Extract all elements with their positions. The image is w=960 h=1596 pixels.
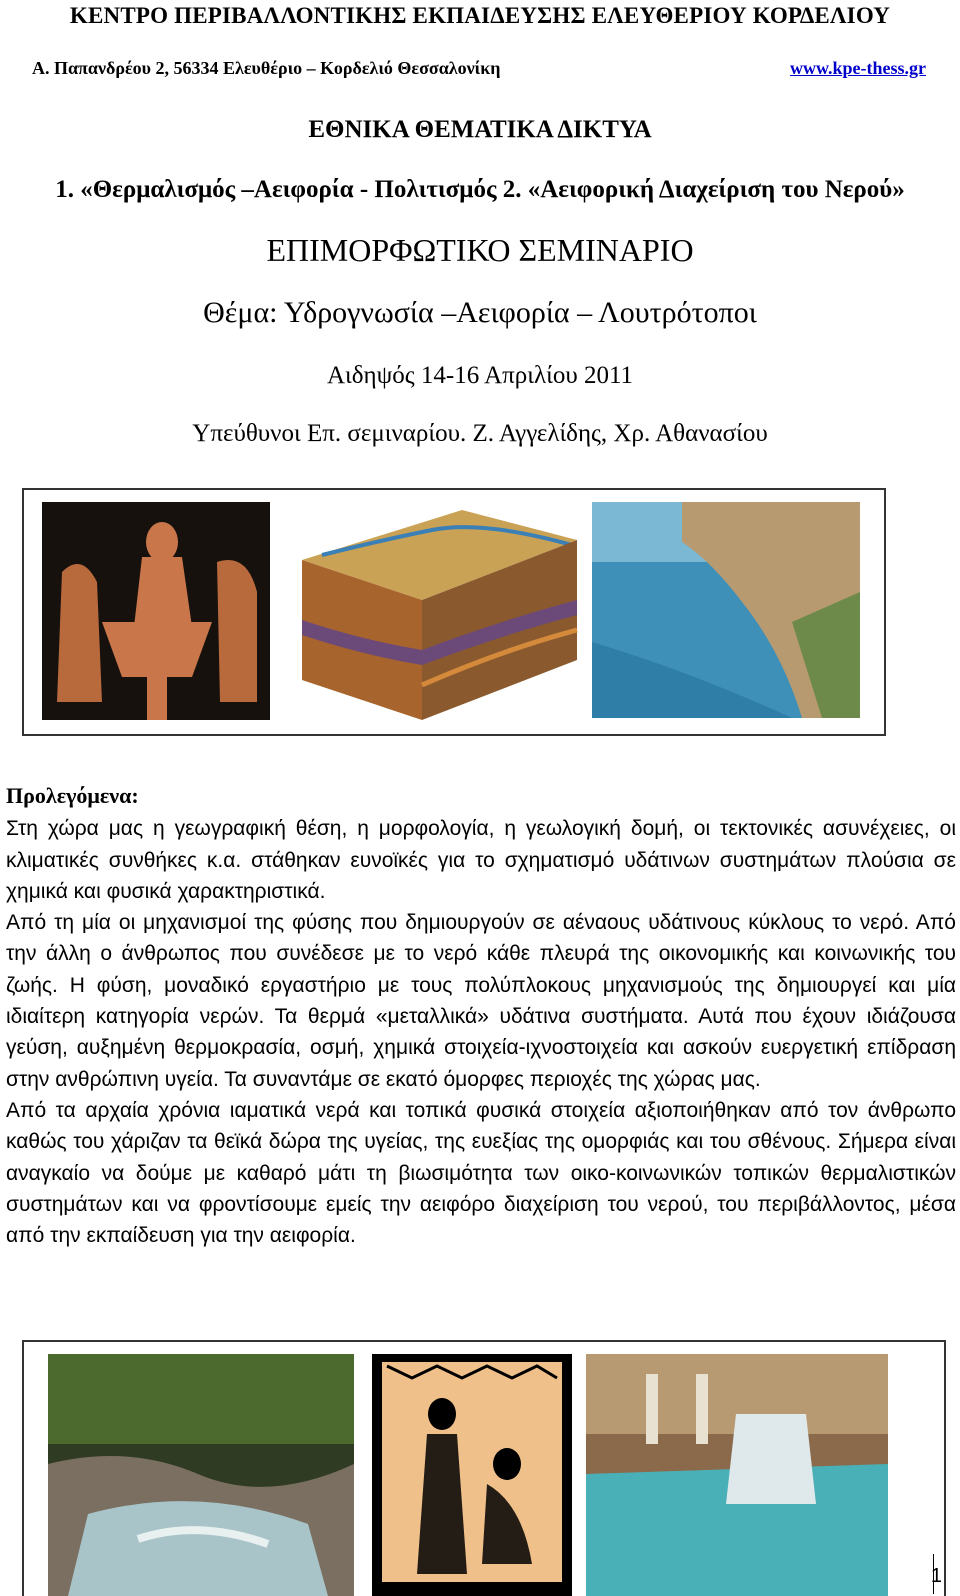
- spa-pool-image: [586, 1354, 888, 1596]
- paragraph-1: Στη χώρα μας η γεωγραφική θέση, η μορφολογία, η γεωλογική δομή, οι τεκτονικές ασυνέχειες, οι κλιματικές συνθήκες κ.α. στάθηκαν ευνοϊκές για το σχηματισμό υδάτινων συστημάτων πλούσια σε χημικά και φυσικά χαρακτηριστικά.: [6, 817, 956, 903]
- river-gorge-image: [48, 1354, 354, 1596]
- coastal-beach-image: [592, 502, 860, 718]
- paragraph-3: Από τα αρχαία χρόνια ιαματικά νερά και τοπικά φυσικά στοιχεία αξιοποιήθηκαν από τον άνθρωπο καθώς του χάριζαν τα θεϊκά δώρα της υγείας, της ευεξίας της ομορφιάς και του σθένους. Σήμερα είναι αναγκαίο να δούμε με καθαρό μάτι τη βιωσιμότητα των οικο-κοινωνικών τοπικών θερμαλιστικών συστημάτων και να φροντίσουμε εμείς την αειφόρο διαχείριση του νερού, του περιβάλλοντος, μέσα από την εκπαίδευση για την αειφορία.: [6, 1098, 956, 1248]
- vase-figures-image: [372, 1354, 572, 1596]
- body-text: [6, 780, 956, 1251]
- seminar-responsible: Υπεύθυνοι Επ. σεμιναρίου. Ζ. Αγγελίδης, Χρ. Αθανασίου: [192, 420, 768, 447]
- prolegomena-heading: Προλεγόμενα:: [6, 783, 139, 808]
- organization-title: ΚΕΝΤΡΟ ΠΕΡΙΒΑΛΛΟΝΤΙΚΗΣ ΕΚΠΑΙΔΕΥΣΗΣ ΕΛΕΥΘΕΡΙΟΥ ΚΟΡΔΕΛΙΟΥ: [69, 3, 891, 28]
- top-image-strip: [22, 488, 886, 736]
- page-number: 1: [930, 1565, 942, 1587]
- seminar-theme: Θέμα: Υδρογνωσία –Αειφορία – Λουτρότοποι: [203, 296, 757, 329]
- paragraph-2: Από τη μία οι μηχανισμοί της φύσης που δημιουργούν σε αέναους υδάτινους κύκλους το νερό. Από την άλλη ο άνθρωπος που συνέδεσε με το νερό κάθε πλευρά της οικονομικής και κοινωνικής του ζωής. Η φύση, μοναδικό εργαστήριο με τους πολύπλοκους μηχανισμούς της δημιουργεί και μία ιδιαίτερη κατηγορία νερών. Τα θερμά «μεταλλικά» υδάτινα συστήματα. Αυτά που έχουν ιδιάζουσα γεύση, αυξημένη θερμοκρασία, οσμή, χημικά στοιχεία-ιχνοστοιχεία και ασκούν ευεργετική επίδραση στην ανθρώπινη υγεία. Τα συναντάμε σε εκατό όμορφες περιοχές της χώρας μας.: [6, 911, 956, 1091]
- geological-block-image: [292, 500, 582, 726]
- website-link[interactable]: www.kpe-thess.gr: [789, 58, 926, 78]
- bottom-image-strip: [22, 1340, 946, 1596]
- seminar-title: ΕΠΙΜΟΡΦΩΤΙΚΟ ΣΕΜΙΝΑΡΙΟ: [266, 232, 694, 268]
- national-networks-heading: ΕΘΝΙΚΑ ΘΕΜΑΤΙΚΑ ΔΙΚΤΥΑ: [308, 116, 652, 143]
- address: Α. Παπανδρέου 2, 56334 Ελευθέριο – Κορδελιό Θεσσαλονίκη: [32, 58, 501, 78]
- networks-list: 1. «Θερμαλισμός –Αειφορία - Πολιτισμός 2. «Αειφορική Διαχείριση του Νερού»: [55, 176, 905, 203]
- seminar-date: Αιδηψός 14-16 Απριλίου 2011: [326, 362, 634, 389]
- ancient-vase-image: [42, 502, 270, 720]
